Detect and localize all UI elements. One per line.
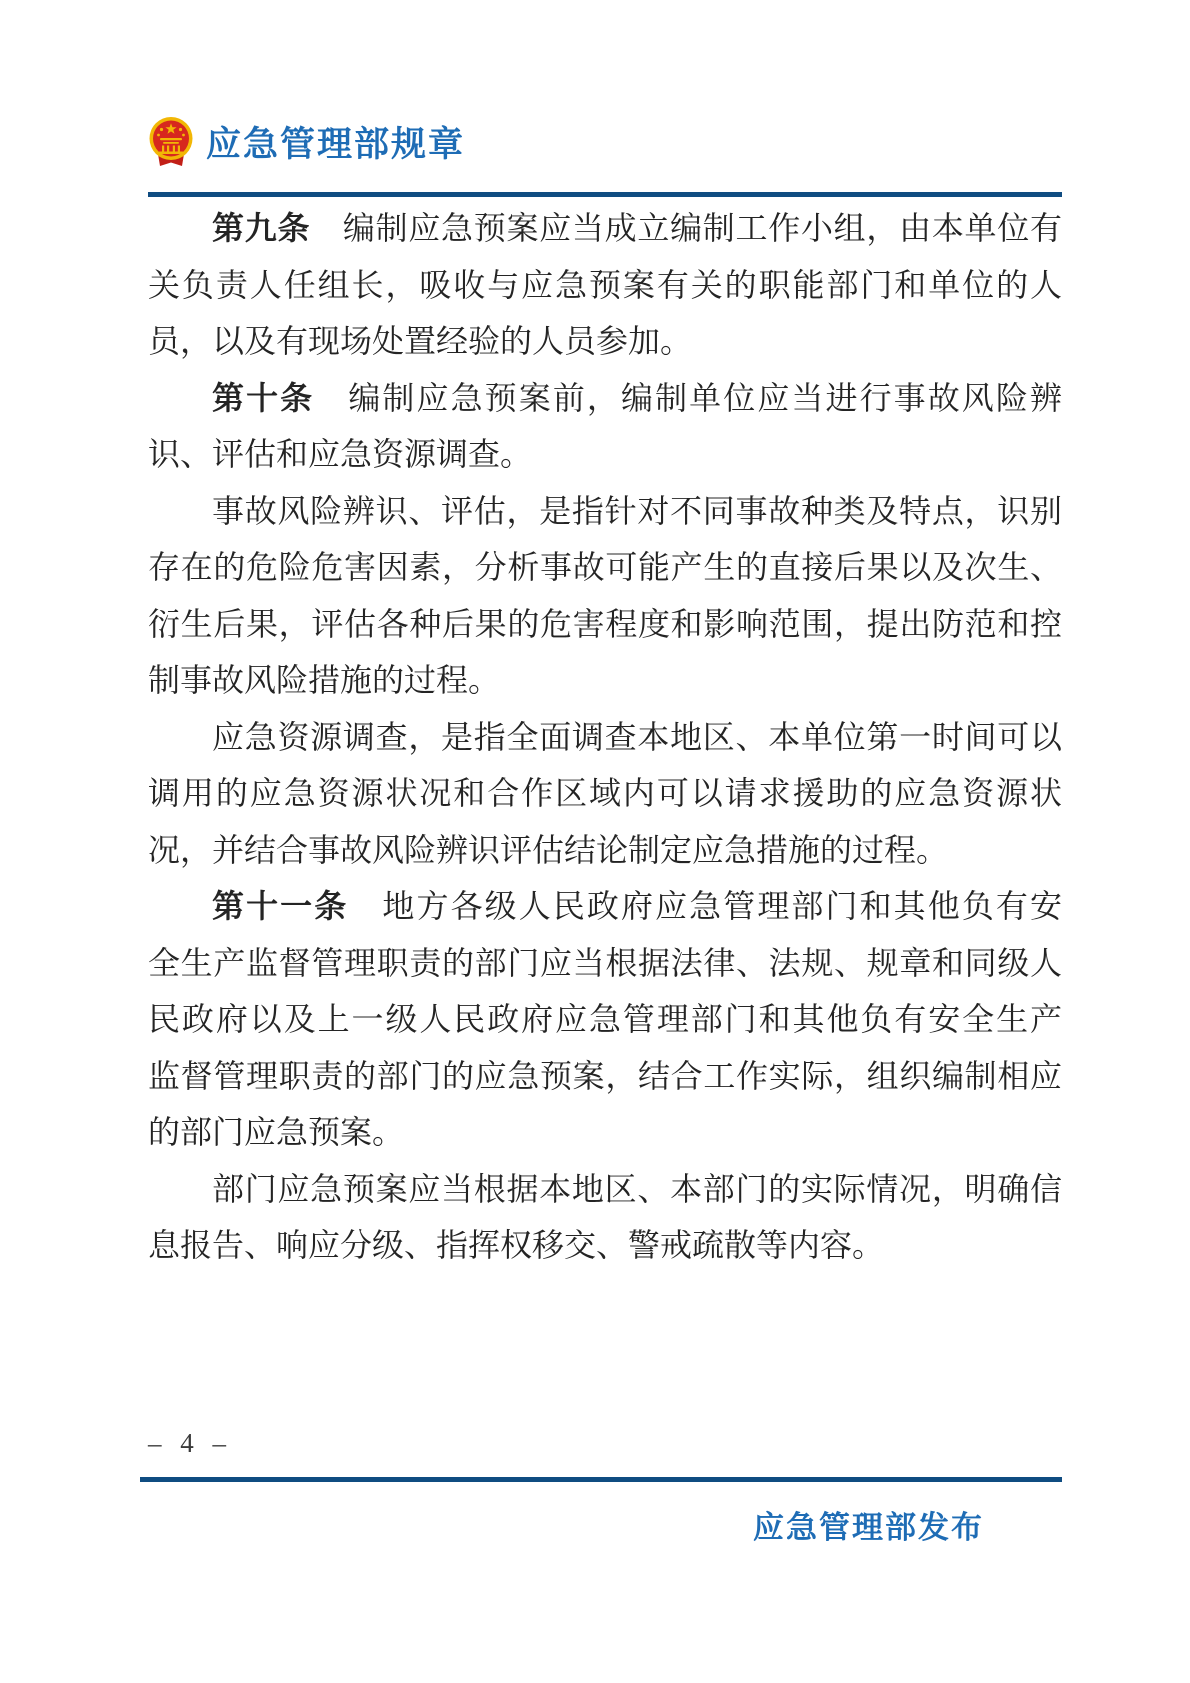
text-line [148, 1217, 1062, 1274]
text-line [148, 596, 1062, 653]
text-line [148, 765, 1062, 822]
body-text: 全生产监督管理职责的部门应当根据法律、法规、规章和同级人 [148, 944, 1062, 981]
text-line [148, 539, 1062, 596]
text-line [148, 313, 1062, 370]
body-text: 关负责人任组长，吸收与应急预案有关的职能部门和单位的人 [148, 266, 1062, 303]
body-text: 编制应急预案应当成立编制工作小组，由本单位有 [310, 210, 1062, 246]
body-text: 存在的危险危害因素，分析事故可能产生的直接后果以及次生、 [148, 549, 1062, 585]
text-line [148, 370, 1062, 427]
text-line [148, 1104, 1062, 1161]
article-number: 第九条 [212, 210, 311, 246]
body-text: 监督管理职责的部门的应急预案，结合工作实际，组织编制相应 [148, 1057, 1062, 1094]
text-line [148, 1048, 1062, 1105]
body-text: 编制应急预案前，编制单位应当进行事故风险辨 [314, 379, 1062, 416]
body-text: 制事故风险措施的过程。 [148, 662, 501, 698]
body-text: 的部门应急预案。 [148, 1114, 405, 1150]
body-text: 员，以及有现场处置经验的人员参加。 [148, 323, 693, 359]
document-body [148, 200, 1062, 1274]
text-line [148, 1161, 1062, 1218]
body-text: 识、评估和应急资源调查。 [148, 436, 533, 472]
page-number: – 4 – [148, 1428, 232, 1458]
footer-divider [140, 1477, 1062, 1482]
body-text: 调用的应急资源状况和合作区域内可以请求援助的应急资源状 [148, 775, 1062, 811]
text-line [148, 935, 1062, 992]
body-text: 民政府以及上一级人民政府应急管理部门和其他负有安全生产 [148, 1001, 1062, 1037]
page-header [148, 116, 465, 168]
text-line [148, 991, 1062, 1048]
header-divider [148, 192, 1062, 197]
body-text: 况，并结合事故风险辨识评估结论制定应急措施的过程。 [148, 831, 949, 868]
text-line [148, 200, 1062, 257]
body-text: 事故风险辨识、评估，是指针对不同事故种类及特点，识别 [212, 492, 1062, 529]
page-title: 应急管理部规章 [206, 124, 466, 164]
text-line [148, 822, 1062, 879]
text-line [148, 709, 1062, 766]
body-text: 地方各级人民政府应急管理部门和其他负有安 [348, 888, 1062, 924]
text-line [148, 426, 1062, 483]
text-line [148, 652, 1062, 709]
article-number: 第十一条 [212, 888, 349, 924]
body-text: 衍生后果，评估各种后果的危害程度和影响范围，提出防范和控 [148, 605, 1062, 642]
text-line [148, 483, 1062, 540]
national-emblem-icon [148, 116, 194, 168]
article-number: 第十条 [212, 379, 315, 416]
text-line [148, 257, 1062, 314]
body-text: 息报告、响应分级、指挥权移交、警戒疏散等内容。 [148, 1227, 885, 1263]
publisher-label: 应急管理部发布 [753, 1510, 984, 1545]
text-line [148, 878, 1062, 935]
body-text: 应急资源调查，是指全面调查本地区、本单位第一时间可以 [212, 718, 1062, 755]
body-text: 部门应急预案应当根据本地区、本部门的实际情况，明确信 [212, 1170, 1062, 1207]
